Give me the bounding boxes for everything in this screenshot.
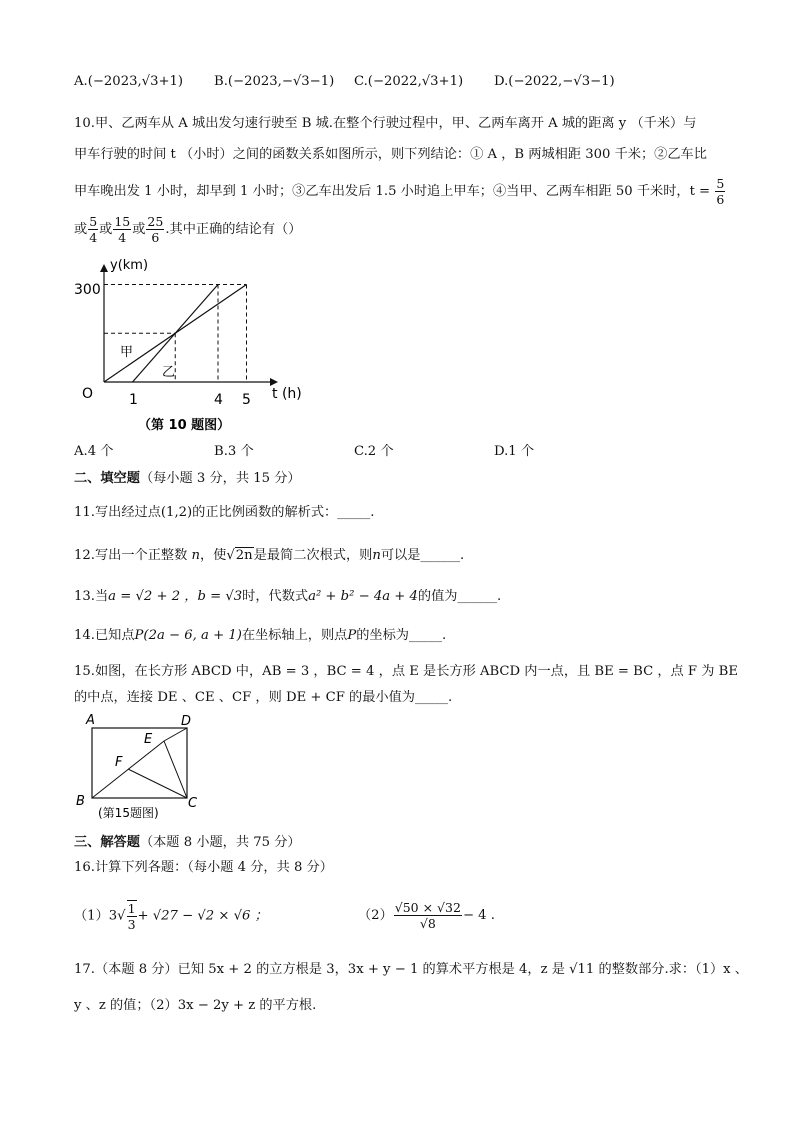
q17-line-1: 17.（本题 8 分）已知 5x + 2 的立方根是 3，3x + y − 1 的算术平方根是 4，z 是 √11 的整数部分.求：（1）x 、 xyxy=(74,962,748,977)
q10-frac-5-6 xyxy=(715,176,725,207)
label-a: A xyxy=(86,713,95,728)
q12-end: 可以是______. xyxy=(380,548,465,563)
y-axis-arrow xyxy=(100,264,108,272)
q10-line-4-end: .其中正确的结论有（） xyxy=(165,222,302,237)
origin-label: O xyxy=(82,386,94,402)
q16-part-2 xyxy=(358,900,495,931)
q10-line-2: 甲车行驶的时间 t （小时）之间的函数关系如图所示，则下列结论：① A ，B 两城相距 300 千米；②乙车比 xyxy=(74,147,707,162)
line-yi-label: 乙 xyxy=(162,365,176,380)
section-2-title: 二、填空题 xyxy=(74,471,140,486)
q12-pre: 12.写出一个正整数 xyxy=(74,548,188,563)
y-tick-300: 300 xyxy=(74,282,101,298)
or-text: 或 xyxy=(132,222,146,237)
q13-end: 的值为______. xyxy=(417,589,502,604)
q14-expr: P(2a − 6, a + 1) xyxy=(134,628,242,643)
q15-figure xyxy=(72,713,212,825)
frac-num: 5 xyxy=(716,176,725,191)
q15-line-2: 的中点，连接 DE 、CE 、CF ，则 DE + CF 的最小值为_____. xyxy=(74,690,453,705)
q17-line-2: y 、z 的值；（2）3x − 2y + z 的平方根. xyxy=(74,998,317,1013)
frac-num: 25 xyxy=(147,214,164,229)
q10-line-3 xyxy=(74,176,726,207)
frac-num: √50 × √32 xyxy=(394,900,461,915)
section-3-heading xyxy=(74,833,301,853)
q12-var-n: n xyxy=(191,548,200,563)
x-axis-label: t (h) xyxy=(272,386,302,402)
segment-de xyxy=(164,728,187,741)
label-d: D xyxy=(181,714,192,729)
label-f: F xyxy=(115,755,123,770)
q13-expr-a: a = √2 + 2 ， xyxy=(108,589,198,604)
q11: 11.写出经过点(1,2)的正比例函数的解析式：_____. xyxy=(74,505,375,520)
segment-cf xyxy=(128,769,187,798)
q16-p2-rest: − 4 . xyxy=(462,908,495,923)
x-tick-5: 5 xyxy=(242,392,251,408)
label-e: E xyxy=(144,732,153,747)
q12-var-n2: n xyxy=(372,548,381,563)
q13-pre: 13.当 xyxy=(74,589,109,604)
q10-frac-25-6 xyxy=(146,214,164,245)
q9-option-c: C.(−2022,√3+1) xyxy=(354,74,464,89)
frac-num: 15 xyxy=(114,214,131,229)
label-c: C xyxy=(188,796,198,811)
frac-den: √8 xyxy=(419,916,436,931)
q10-option-b: B.3 个 xyxy=(214,444,254,459)
q14-end: 的坐标为_____. xyxy=(356,628,447,643)
frac-den: 3 xyxy=(127,917,136,932)
q9-option-d: D.(−2022,−√3−1) xyxy=(494,74,615,89)
q10-line-4 xyxy=(74,214,301,245)
q15-figure-caption: (第15题图) xyxy=(98,806,159,820)
q14-mid: 在坐标轴上，则点 xyxy=(241,628,348,643)
q16-p1-coef: 3 xyxy=(108,908,118,924)
segment-ce xyxy=(164,741,187,798)
q10-graph xyxy=(70,252,310,442)
section-3-note: （本题 8 小题，共 75 分） xyxy=(139,835,301,850)
frac-num: 1 xyxy=(127,901,136,916)
line-jia-label: 甲 xyxy=(120,345,134,360)
q12: 12.写出一个正整数 n，使√2n是最简二次根式，则n可以是______. xyxy=(74,548,465,563)
q10-option-c: C.2 个 xyxy=(354,444,394,459)
q10-frac-5-4 xyxy=(88,214,98,245)
q16-p1-frac xyxy=(127,900,137,932)
q13-mid: 时，代数式 xyxy=(242,589,309,604)
q10-figure-caption: （第 10 题图） xyxy=(138,418,231,433)
q13-expr: a² + b² − 4a + 4 xyxy=(308,589,418,604)
q10-option-a: A.4 个 xyxy=(74,444,114,459)
q10-plot-area xyxy=(100,264,278,386)
or-text: 或 xyxy=(74,222,88,237)
q16-head: 16.计算下列各题：（每小题 4 分，共 8 分） xyxy=(74,860,333,875)
q10-option-d: D.1 个 xyxy=(494,444,535,459)
q12-radicand: 2n xyxy=(235,548,253,563)
q15-line-1: 15.如图，在长方形 ABCD 中，AB = 3 ，BC = 4 ，点 E 是长方形 ABCD 内一点，且 BE = BC ，点 F 为 BE xyxy=(74,664,738,679)
q16-p2-label: （2） xyxy=(358,908,393,923)
frac-den: 6 xyxy=(716,192,725,207)
q14 xyxy=(74,626,446,646)
q10-line-3-text: 甲车晚出发 1 小时，却早到 1 小时；③乙车出发后 1.5 小时追上甲车；④当甲、乙两车相距 50 千米时，t = xyxy=(74,184,711,199)
frac-den: 4 xyxy=(118,230,127,245)
section-2-note: （每小题 3 分，共 15 分） xyxy=(139,471,301,486)
q13-expr-b: b = √3 xyxy=(197,589,243,604)
q14-p: P xyxy=(347,628,357,643)
q14-pre: 14.已知点 xyxy=(74,628,135,643)
frac-den: 6 xyxy=(151,230,160,245)
label-b: B xyxy=(76,794,85,809)
or-text: 或 xyxy=(99,222,113,237)
q12-post: 是最简二次根式，则 xyxy=(253,548,373,563)
q16-p2-frac xyxy=(394,900,462,931)
series-line-yi xyxy=(133,285,219,383)
frac-den: 4 xyxy=(89,230,98,245)
q16-p1-label: （1） xyxy=(74,908,109,924)
y-axis-label: y(km) xyxy=(110,258,149,273)
x-tick-1: 1 xyxy=(129,392,138,408)
x-tick-4: 4 xyxy=(214,392,223,408)
q10-line-1: 10.甲、乙两车从 A 城出发匀速行驶至 B 城.在整个行驶过程中，甲、乙两车离开 A 城的距离 y （千米）与 xyxy=(74,116,697,131)
section-2-heading xyxy=(74,469,301,489)
q9-option-b: B.(−2023,−√3−1) xyxy=(214,74,335,89)
q16-part-1: （1）3√ $\frac{1}{3}$ + √27 − √2 × √6 ； xyxy=(74,901,268,932)
q13 xyxy=(74,587,501,607)
section-3-title: 三、解答题 xyxy=(74,835,140,850)
x-axis-arrow xyxy=(270,378,278,386)
q10-frac-15-4 xyxy=(113,214,131,245)
frac-num: 5 xyxy=(89,214,98,229)
q9-option-a: A.(−2023,√3+1) xyxy=(74,74,184,89)
q16-p1-rest: + √27 − √2 × √6 ； xyxy=(137,908,268,924)
q12-mid: ，使 xyxy=(200,548,227,563)
